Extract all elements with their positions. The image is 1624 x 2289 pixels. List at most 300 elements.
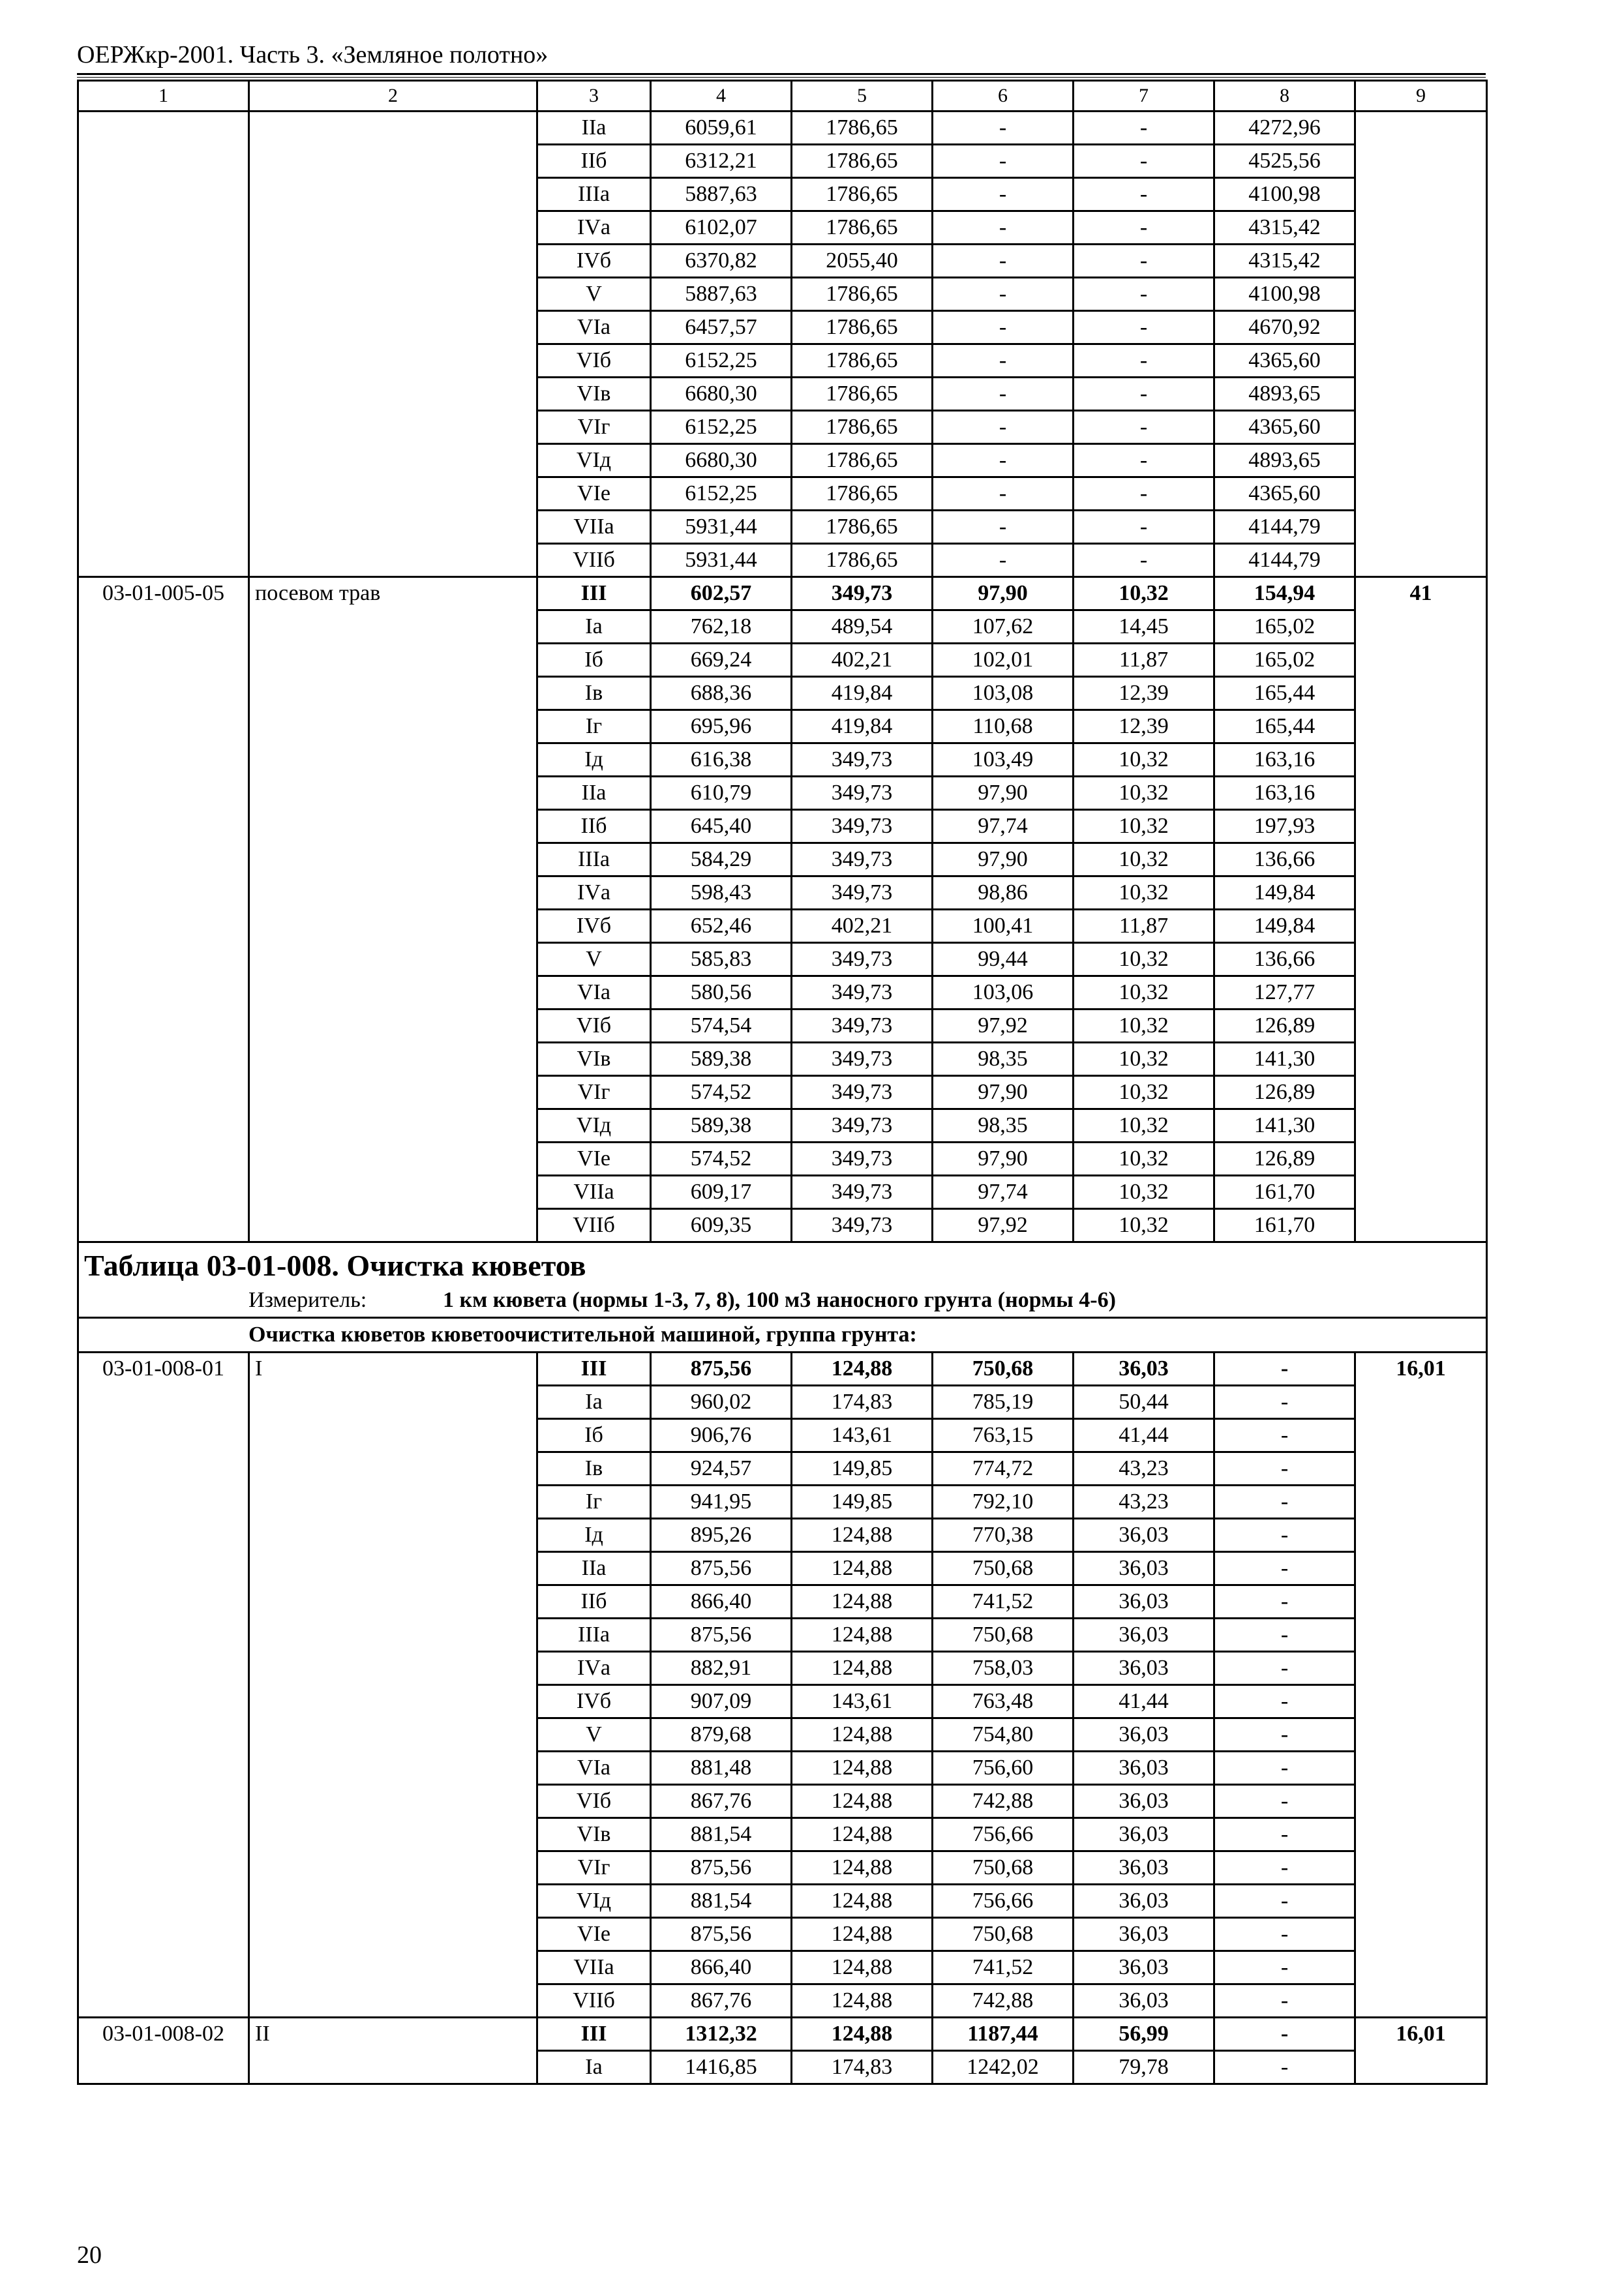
value-cell: 669,24	[651, 644, 792, 677]
value-cell: 349,73	[792, 976, 933, 1010]
value-cell: -	[1214, 1386, 1355, 1419]
value-cell: 875,56	[651, 1918, 792, 1951]
value-cell: 97,74	[933, 1176, 1074, 1209]
value-cell: 10,32	[1074, 876, 1214, 910]
value-cell: 349,73	[792, 1143, 933, 1176]
value-cell: 126,89	[1214, 1010, 1355, 1043]
value-cell: 124,88	[792, 1885, 933, 1918]
value-cell: -	[1214, 1851, 1355, 1885]
value-cell: 12,39	[1074, 710, 1214, 743]
zone-cell: Iв	[537, 1452, 651, 1486]
value-cell: -	[1074, 211, 1214, 245]
value-cell: 4100,98	[1214, 278, 1355, 311]
value-cell: 124,88	[792, 1752, 933, 1785]
value-cell: 163,16	[1214, 743, 1355, 777]
column-number: 8	[1214, 81, 1355, 112]
zone-cell: IIб	[537, 810, 651, 843]
value-cell: 742,88	[933, 1984, 1074, 2018]
zone-cell: VIIб	[537, 1984, 651, 2018]
zone-cell: VIIа	[537, 1951, 651, 1984]
value-cell: -	[1214, 1552, 1355, 1585]
value-cell: 609,17	[651, 1176, 792, 1209]
value-cell: -	[1214, 1652, 1355, 1685]
value-cell: 763,15	[933, 1419, 1074, 1452]
zone-cell: IIIа	[537, 178, 651, 211]
value-cell: 4315,42	[1214, 211, 1355, 245]
value-cell: 6370,82	[651, 245, 792, 278]
value-cell: 574,52	[651, 1076, 792, 1109]
value-cell: 402,21	[792, 910, 933, 943]
value-cell: 875,56	[651, 1552, 792, 1585]
value-cell: 762,18	[651, 610, 792, 644]
zone-cell: VIа	[537, 311, 651, 344]
value-cell: 36,03	[1074, 1951, 1214, 1984]
value-cell: 165,44	[1214, 677, 1355, 710]
zone-cell: VIе	[537, 1918, 651, 1951]
value-cell: 36,03	[1074, 1984, 1214, 2018]
value-cell: 141,30	[1214, 1043, 1355, 1076]
value-cell: 161,70	[1214, 1176, 1355, 1209]
value-cell: 103,08	[933, 677, 1074, 710]
value-cell: 5887,63	[651, 278, 792, 311]
table-row	[78, 112, 1487, 145]
value-cell: 792,10	[933, 1486, 1074, 1519]
value-cell: 10,32	[1074, 1043, 1214, 1076]
value-cell: 10,32	[1074, 810, 1214, 843]
zone-cell: Iг	[537, 710, 651, 743]
value-cell: -	[933, 444, 1074, 477]
value-cell: 4100,98	[1214, 178, 1355, 211]
zone-cell: VIв	[537, 1818, 651, 1851]
value-cell: 1786,65	[792, 544, 933, 577]
value-cell: 4144,79	[1214, 544, 1355, 577]
zone-cell: VIIа	[537, 511, 651, 544]
value-cell: -	[1074, 245, 1214, 278]
value-cell: -	[1214, 1419, 1355, 1452]
value-cell: 12,39	[1074, 677, 1214, 710]
value-cell: 1786,65	[792, 178, 933, 211]
value-cell: -	[933, 411, 1074, 444]
value-cell: 10,32	[1074, 1143, 1214, 1176]
value-cell: 103,49	[933, 743, 1074, 777]
value-cell: 36,03	[1074, 1718, 1214, 1752]
value-cell: 124,88	[792, 1918, 933, 1951]
value-cell: -	[1214, 2051, 1355, 2084]
value-cell: 6152,25	[651, 477, 792, 511]
value-cell: 43,23	[1074, 1452, 1214, 1486]
value-cell: 585,83	[651, 943, 792, 976]
value-cell: 349,73	[792, 876, 933, 910]
value-cell: 100,41	[933, 910, 1074, 943]
value-cell: 10,32	[1074, 943, 1214, 976]
value-cell: 56,99	[1074, 2018, 1214, 2051]
value-cell: -	[933, 245, 1074, 278]
zone-cell: VIв	[537, 1043, 651, 1076]
value-cell: 875,56	[651, 1353, 792, 1386]
value-cell: 36,03	[1074, 1851, 1214, 1885]
value-cell: -	[933, 145, 1074, 178]
value-cell: 36,03	[1074, 1918, 1214, 1951]
zone-cell: VIа	[537, 976, 651, 1010]
column-9-value: 16,01	[1355, 1353, 1487, 2018]
value-cell: 124,88	[792, 1718, 933, 1752]
value-cell: 349,73	[792, 1076, 933, 1109]
value-cell: 97,90	[933, 843, 1074, 876]
value-cell: -	[1074, 511, 1214, 544]
table-row	[78, 577, 1487, 610]
zone-cell: IVб	[537, 1685, 651, 1718]
value-cell: 36,03	[1074, 1519, 1214, 1552]
value-cell: 4365,60	[1214, 411, 1355, 444]
value-cell: 750,68	[933, 1851, 1074, 1885]
value-cell: 1786,65	[792, 511, 933, 544]
value-cell: -	[1074, 544, 1214, 577]
value-cell: 419,84	[792, 677, 933, 710]
value-cell: -	[1214, 1353, 1355, 1386]
value-cell: 97,90	[933, 777, 1074, 810]
value-cell: 906,76	[651, 1419, 792, 1452]
rate-description: посевом трав	[249, 577, 537, 1242]
value-cell: 36,03	[1074, 1585, 1214, 1619]
value-cell: 875,56	[651, 1851, 792, 1885]
value-cell: -	[933, 178, 1074, 211]
value-cell: 124,88	[792, 1585, 933, 1619]
value-cell: 4893,65	[1214, 444, 1355, 477]
value-cell: 602,57	[651, 577, 792, 610]
value-cell: 11,87	[1074, 644, 1214, 677]
value-cell: -	[1214, 1585, 1355, 1619]
value-cell: 2055,40	[792, 245, 933, 278]
zone-cell: VIIб	[537, 1209, 651, 1242]
value-cell: 143,61	[792, 1419, 933, 1452]
value-cell: 4365,60	[1214, 344, 1355, 378]
value-cell: 10,32	[1074, 1076, 1214, 1109]
value-cell: 124,88	[792, 1552, 933, 1585]
value-cell: 126,89	[1214, 1143, 1355, 1176]
zone-cell: IIIа	[537, 843, 651, 876]
value-cell: 349,73	[792, 943, 933, 976]
value-cell: 881,48	[651, 1752, 792, 1785]
zone-cell: IVб	[537, 910, 651, 943]
value-cell: 149,84	[1214, 910, 1355, 943]
value-cell: -	[933, 378, 1074, 411]
value-cell: 875,56	[651, 1619, 792, 1652]
value-cell: 10,32	[1074, 577, 1214, 610]
column-9-value: 16,01	[1355, 2018, 1487, 2084]
zone-cell: IIIа	[537, 1619, 651, 1652]
value-cell: 149,85	[792, 1486, 933, 1519]
value-cell: -	[933, 511, 1074, 544]
zone-cell: VIб	[537, 344, 651, 378]
value-cell: 349,73	[792, 1043, 933, 1076]
value-cell: 741,52	[933, 1951, 1074, 1984]
value-cell: 98,35	[933, 1043, 1074, 1076]
value-cell: 349,73	[792, 577, 933, 610]
value-cell: 756,66	[933, 1818, 1074, 1851]
value-cell: 36,03	[1074, 1785, 1214, 1818]
value-cell: 43,23	[1074, 1486, 1214, 1519]
value-cell: 174,83	[792, 1386, 933, 1419]
value-cell: 10,32	[1074, 1209, 1214, 1242]
value-cell: 1786,65	[792, 444, 933, 477]
value-cell: 4525,56	[1214, 145, 1355, 178]
value-cell: 598,43	[651, 876, 792, 910]
column-number: 6	[933, 81, 1074, 112]
zone-cell: Iв	[537, 677, 651, 710]
column-number: 2	[249, 81, 537, 112]
value-cell: 6680,30	[651, 378, 792, 411]
value-cell: 402,21	[792, 644, 933, 677]
rate-code: 03-01-008-02	[78, 2018, 249, 2084]
zone-cell: IVб	[537, 245, 651, 278]
value-cell: 102,01	[933, 644, 1074, 677]
value-cell: 79,78	[1074, 2051, 1214, 2084]
value-cell: -	[933, 211, 1074, 245]
rate-description: I	[249, 1353, 537, 2018]
value-cell: -	[1214, 1752, 1355, 1785]
column-number: 9	[1355, 81, 1487, 112]
zone-cell: VIг	[537, 411, 651, 444]
value-cell: -	[933, 311, 1074, 344]
value-cell: 882,91	[651, 1652, 792, 1685]
zone-cell: Iа	[537, 1386, 651, 1419]
zone-cell: III	[537, 1353, 651, 1386]
value-cell: 10,32	[1074, 777, 1214, 810]
table-title-row	[78, 1242, 1487, 1318]
column-number-row	[78, 81, 1487, 112]
value-cell: 756,66	[933, 1885, 1074, 1918]
column-9-value	[1355, 112, 1487, 577]
value-cell: 489,54	[792, 610, 933, 644]
value-cell: -	[1214, 2018, 1355, 2051]
rate-code: 03-01-008-01	[78, 1353, 249, 2018]
value-cell: 36,03	[1074, 1552, 1214, 1585]
value-cell: -	[1074, 411, 1214, 444]
value-cell: 1242,02	[933, 2051, 1074, 2084]
value-cell: 163,16	[1214, 777, 1355, 810]
table-row	[78, 2018, 1487, 2051]
value-cell: 110,68	[933, 710, 1074, 743]
zone-cell: V	[537, 278, 651, 311]
value-cell: -	[1214, 1452, 1355, 1486]
value-cell: 161,70	[1214, 1209, 1355, 1242]
value-cell: -	[1214, 1984, 1355, 2018]
value-cell: 6152,25	[651, 411, 792, 444]
value-cell: 960,02	[651, 1386, 792, 1419]
column-number: 3	[537, 81, 651, 112]
zone-cell: III	[537, 2018, 651, 2051]
header-rule-thin	[77, 77, 1486, 78]
value-cell: 165,02	[1214, 610, 1355, 644]
value-cell: 124,88	[792, 1652, 933, 1685]
zone-cell: VIд	[537, 1885, 651, 1918]
value-cell: 349,73	[792, 743, 933, 777]
value-cell: 907,09	[651, 1685, 792, 1718]
rate-description: II	[249, 2018, 537, 2084]
value-cell: 770,38	[933, 1519, 1074, 1552]
value-cell: 349,73	[792, 1010, 933, 1043]
rate-code: 03-01-005-05	[78, 577, 249, 1242]
zone-cell: VIг	[537, 1076, 651, 1109]
zone-cell: IIа	[537, 1552, 651, 1585]
value-cell: 695,96	[651, 710, 792, 743]
value-cell: 97,90	[933, 1143, 1074, 1176]
value-cell: -	[933, 544, 1074, 577]
value-cell: 124,88	[792, 2018, 933, 2051]
value-cell: 785,19	[933, 1386, 1074, 1419]
zone-cell: IIб	[537, 1585, 651, 1619]
value-cell: 10,32	[1074, 743, 1214, 777]
zone-cell: IIб	[537, 145, 651, 178]
zone-cell: V	[537, 943, 651, 976]
value-cell: 941,95	[651, 1486, 792, 1519]
value-cell: 4365,60	[1214, 477, 1355, 511]
zone-cell: Iа	[537, 610, 651, 644]
value-cell: 6059,61	[651, 112, 792, 145]
value-cell: 6457,57	[651, 311, 792, 344]
value-cell: 881,54	[651, 1818, 792, 1851]
value-cell: -	[933, 278, 1074, 311]
zone-cell: IVа	[537, 876, 651, 910]
value-cell: -	[933, 112, 1074, 145]
value-cell: 574,52	[651, 1143, 792, 1176]
value-cell: 10,32	[1074, 1176, 1214, 1209]
measurer-line	[84, 1288, 1481, 1313]
value-cell: -	[1214, 1685, 1355, 1718]
value-cell: 36,03	[1074, 1619, 1214, 1652]
section-row	[78, 1318, 1487, 1353]
value-cell: 616,38	[651, 743, 792, 777]
table-title: Таблица 03-01-008. Очистка кюветов	[84, 1249, 586, 1282]
value-cell: 174,83	[792, 2051, 933, 2084]
value-cell: 741,52	[933, 1585, 1074, 1619]
value-cell: 124,88	[792, 1851, 933, 1885]
zone-cell: III	[537, 577, 651, 610]
value-cell: 4670,92	[1214, 311, 1355, 344]
value-cell: 349,73	[792, 810, 933, 843]
value-cell: 11,87	[1074, 910, 1214, 943]
value-cell: -	[1074, 444, 1214, 477]
value-cell: -	[1074, 378, 1214, 411]
value-cell: 574,54	[651, 1010, 792, 1043]
value-cell: 867,76	[651, 1984, 792, 2018]
value-cell: 97,92	[933, 1010, 1074, 1043]
value-cell: -	[933, 477, 1074, 511]
value-cell: 97,92	[933, 1209, 1074, 1242]
zone-cell: IIа	[537, 777, 651, 810]
value-cell: 197,93	[1214, 810, 1355, 843]
rates-table	[77, 80, 1488, 2085]
value-cell: 1312,32	[651, 2018, 792, 2051]
value-cell: 1786,65	[792, 378, 933, 411]
value-cell: 36,03	[1074, 1652, 1214, 1685]
value-cell: 879,68	[651, 1718, 792, 1752]
page-header: ОЕРЖкр-2001. Часть 3. «Земляное полотно»	[77, 41, 549, 68]
value-cell: 1786,65	[792, 344, 933, 378]
value-cell: -	[1074, 145, 1214, 178]
rates-table-body	[78, 81, 1487, 2084]
value-cell: 866,40	[651, 1951, 792, 1984]
value-cell: -	[1074, 477, 1214, 511]
value-cell: 419,84	[792, 710, 933, 743]
value-cell: 165,44	[1214, 710, 1355, 743]
value-cell: -	[1074, 178, 1214, 211]
rate-description	[249, 112, 537, 577]
value-cell: 1786,65	[792, 211, 933, 245]
zone-cell: VIд	[537, 444, 651, 477]
table-row	[78, 1353, 1487, 1386]
value-cell: -	[933, 344, 1074, 378]
value-cell: 98,35	[933, 1109, 1074, 1143]
rate-code	[78, 112, 249, 577]
zone-cell: VIв	[537, 378, 651, 411]
value-cell: 4272,96	[1214, 112, 1355, 145]
value-cell: 50,44	[1074, 1386, 1214, 1419]
value-cell: 750,68	[933, 1619, 1074, 1652]
zone-cell: Iд	[537, 1519, 651, 1552]
zone-cell: Iб	[537, 1419, 651, 1452]
section-heading: Очистка кюветов кюветоочистительной машиной, группа грунта:	[78, 1318, 1487, 1353]
value-cell: 10,32	[1074, 1109, 1214, 1143]
value-cell: 4315,42	[1214, 245, 1355, 278]
value-cell: 774,72	[933, 1452, 1074, 1486]
value-cell: 1786,65	[792, 145, 933, 178]
zone-cell: V	[537, 1718, 651, 1752]
value-cell: 924,57	[651, 1452, 792, 1486]
value-cell: 107,62	[933, 610, 1074, 644]
value-cell: 126,89	[1214, 1076, 1355, 1109]
value-cell: 645,40	[651, 810, 792, 843]
value-cell: 97,90	[933, 1076, 1074, 1109]
column-number: 1	[78, 81, 249, 112]
value-cell: 124,88	[792, 1353, 933, 1386]
zone-cell: Iд	[537, 743, 651, 777]
value-cell: 14,45	[1074, 610, 1214, 644]
zone-cell: IVа	[537, 1652, 651, 1685]
value-cell: 349,73	[792, 1109, 933, 1143]
value-cell: -	[1214, 1619, 1355, 1652]
value-cell: 589,38	[651, 1109, 792, 1143]
value-cell: 756,60	[933, 1752, 1074, 1785]
value-cell: 652,46	[651, 910, 792, 943]
value-cell: 124,88	[792, 1951, 933, 1984]
value-cell: 758,03	[933, 1652, 1074, 1685]
value-cell: 6152,25	[651, 344, 792, 378]
value-cell: -	[1074, 112, 1214, 145]
value-cell: 10,32	[1074, 843, 1214, 876]
value-cell: 149,84	[1214, 876, 1355, 910]
value-cell: -	[1214, 1885, 1355, 1918]
value-cell: 36,03	[1074, 1353, 1214, 1386]
zone-cell: Iа	[537, 2051, 651, 2084]
value-cell: 763,48	[933, 1685, 1074, 1718]
value-cell: 867,76	[651, 1785, 792, 1818]
value-cell: 610,79	[651, 777, 792, 810]
value-cell: 688,36	[651, 677, 792, 710]
value-cell: 98,86	[933, 876, 1074, 910]
value-cell: 609,35	[651, 1209, 792, 1242]
value-cell: 750,68	[933, 1918, 1074, 1951]
value-cell: 5931,44	[651, 511, 792, 544]
value-cell: 4893,65	[1214, 378, 1355, 411]
value-cell: 6312,21	[651, 145, 792, 178]
value-cell: 5931,44	[651, 544, 792, 577]
value-cell: 10,32	[1074, 1010, 1214, 1043]
value-cell: 1416,85	[651, 2051, 792, 2084]
value-cell: 165,02	[1214, 644, 1355, 677]
column-number: 4	[651, 81, 792, 112]
value-cell: 36,03	[1074, 1885, 1214, 1918]
